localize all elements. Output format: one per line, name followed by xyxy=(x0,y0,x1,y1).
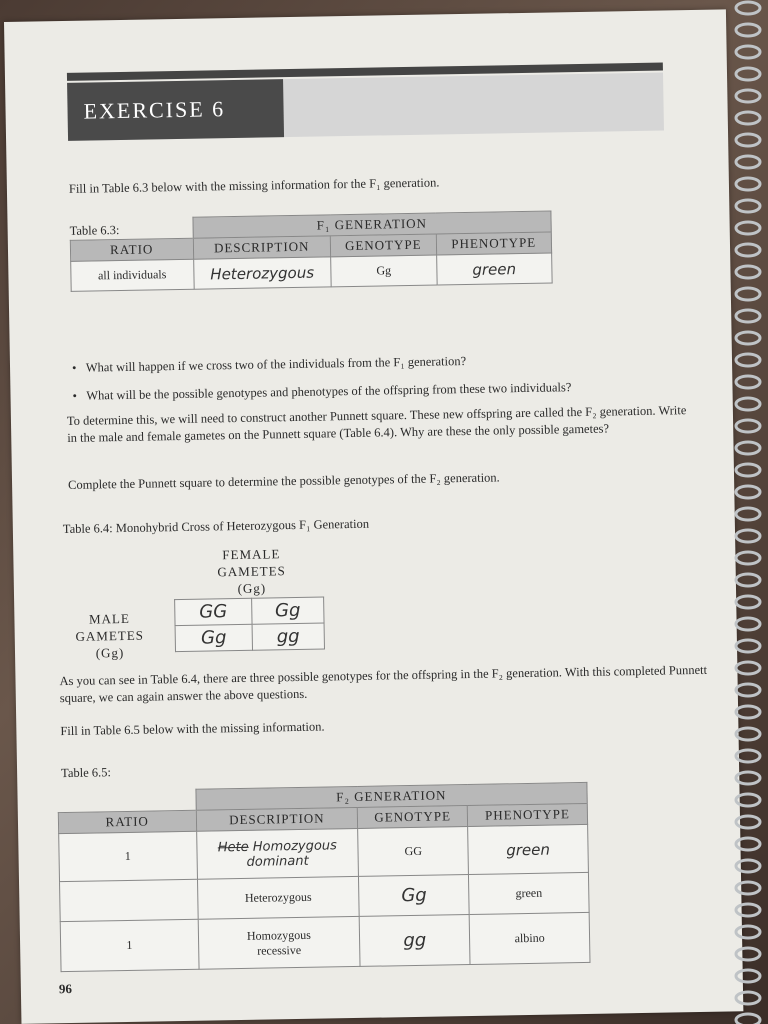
table65-genotype: Gg xyxy=(359,875,469,917)
coil-loop xyxy=(736,68,760,80)
coil-loop xyxy=(736,376,760,388)
coil-loop xyxy=(736,926,760,938)
table65-phenotype: green xyxy=(468,824,589,874)
coil-loop xyxy=(736,684,760,696)
coil-loop xyxy=(736,838,760,850)
paragraph-3: As you can see in Table 6.4, there are three possible genotypes for the offspring in the F₂ generation. With this completed Punnett square, we can again answer the above questions. xyxy=(59,662,708,706)
punnett-cell: Gg xyxy=(175,624,252,651)
table63-header-phenotype: PHENOTYPE xyxy=(436,232,552,255)
description-word: Homozygous xyxy=(252,837,338,855)
female-gametes-title: FEMALE GAMETES xyxy=(217,546,286,580)
table-row xyxy=(60,912,590,971)
table63-group-header: F₁ GENERATION xyxy=(192,211,551,238)
coil-loop xyxy=(736,508,760,520)
coil-loop xyxy=(736,574,760,586)
coil-loop xyxy=(736,552,760,564)
coil-loop xyxy=(736,90,760,102)
table63-description: Heterozygous xyxy=(193,257,331,289)
description-word-2: recessive xyxy=(257,942,302,958)
coil-loop xyxy=(736,750,760,762)
table65-caption: Table 6.5: xyxy=(60,765,112,781)
spiral-coils xyxy=(736,2,760,1024)
punnett-square xyxy=(174,597,325,653)
table65-description xyxy=(196,828,359,879)
table63-header-ratio: RATIO xyxy=(70,238,193,261)
coil-loop xyxy=(736,46,760,58)
coil-loop xyxy=(736,992,760,1004)
paragraph-2: Complete the Punnett square to determine the possible genotypes of the F₂ generation. xyxy=(67,470,500,492)
punnett-cell: GG xyxy=(175,598,252,625)
bullet-2: • What will be the possible genotypes and phenotypes of the offspring from these two individuals? xyxy=(72,380,572,403)
coil-loop xyxy=(736,420,760,432)
coil-loop xyxy=(736,706,760,718)
coil-loop xyxy=(736,332,760,344)
coil-loop xyxy=(736,640,760,652)
table63-header-genotype: GENOTYPE xyxy=(330,234,436,257)
description-word: Homozygous xyxy=(246,927,312,943)
table65-header-ratio: RATIO xyxy=(58,810,196,833)
bullet-1: • What will happen if we cross two of the individuals from the F₁ generation? xyxy=(71,353,467,375)
coil-loop xyxy=(736,1014,760,1024)
table64-caption: Table 6.4: Monohybrid Cross of Heterozygous F₁ Generation xyxy=(62,516,370,537)
coil-loop xyxy=(736,860,760,872)
page-number: 96 xyxy=(58,980,73,997)
coil-loop xyxy=(736,398,760,410)
male-gametes-label xyxy=(64,609,155,662)
description-word: Heterozygous xyxy=(244,889,312,905)
table65-ratio: 1 xyxy=(59,831,197,881)
coil-loop xyxy=(736,112,760,124)
coil-loop xyxy=(736,882,760,894)
punnett-cell: Gg xyxy=(251,597,324,624)
table-6-3 xyxy=(69,210,552,291)
coil-loop xyxy=(736,486,760,498)
coil-loop xyxy=(736,310,760,322)
coil-loop xyxy=(736,266,760,278)
coil-loop xyxy=(736,178,760,190)
table-6-5 xyxy=(57,782,590,972)
table65-header-phenotype: PHENOTYPE xyxy=(467,803,587,826)
coil-loop xyxy=(736,772,760,784)
coil-loop xyxy=(736,948,760,960)
coil-loop xyxy=(736,200,760,212)
table65-header-description: DESCRIPTION xyxy=(196,807,358,831)
table65-header-genotype: GENOTYPE xyxy=(358,806,468,829)
table63-phenotype: green xyxy=(436,253,552,285)
table65-phenotype: albino xyxy=(469,912,590,964)
male-gametes-genotype: (Gg) xyxy=(95,644,125,661)
table65-genotype: gg xyxy=(360,915,471,967)
coil-loop xyxy=(736,134,760,146)
coil-loop xyxy=(736,970,760,982)
coil-loop xyxy=(736,816,760,828)
table65-ratio: 1 xyxy=(60,919,198,971)
bullet-1-text: What will happen if we cross two of the individuals from the F₁ generation? xyxy=(85,353,467,375)
coil-loop xyxy=(736,288,760,300)
coil-loop xyxy=(736,794,760,806)
male-gametes-title: MALE GAMETES xyxy=(75,610,145,644)
female-gametes-genotype: (Gg) xyxy=(237,580,267,597)
coil-loop xyxy=(736,464,760,476)
struck-word: Hete xyxy=(217,839,249,855)
coil-loop xyxy=(736,244,760,256)
table63-caption: Table 6.3: xyxy=(69,223,120,238)
paragraph-4: Fill in Table 6.5 below with the missing information. xyxy=(60,719,325,739)
description-word-2: dominant xyxy=(246,853,309,870)
table63-genotype: Gg xyxy=(331,255,437,287)
table63-header-description: DESCRIPTION xyxy=(193,236,331,259)
coil-loop xyxy=(736,156,760,168)
coil-loop xyxy=(736,222,760,234)
coil-loop xyxy=(736,442,760,454)
coil-loop xyxy=(736,24,760,36)
coil-loop xyxy=(736,596,760,608)
paragraph-1: To determine this, we will need to construct another Punnett square. These new offspring are called the F₂ generation. Write in the male and female gametes on the Punnett square (Table 6.4). Why are these the only possible gametes? xyxy=(66,403,687,445)
workbook-page xyxy=(4,9,743,1023)
coil-loop xyxy=(736,2,760,14)
coil-loop xyxy=(736,354,760,366)
table65-description xyxy=(197,876,360,919)
table65-description xyxy=(198,916,361,969)
coil-loop xyxy=(736,662,760,674)
table65-ratio xyxy=(60,879,198,921)
table65-genotype: GG xyxy=(358,827,469,877)
punnett-cell: gg xyxy=(252,623,325,650)
female-gametes-label xyxy=(191,545,312,598)
table65-group-header: F₂ GENERATION xyxy=(195,782,587,810)
coil-loop xyxy=(736,728,760,740)
coil-loop xyxy=(736,530,760,542)
coil-loop xyxy=(736,618,760,630)
table63-ratio: all individuals xyxy=(71,259,194,291)
spiral-binding xyxy=(722,0,768,1024)
intro-text: Fill in Table 6.3 below with the missing information for the F₁ generation. xyxy=(68,175,440,196)
table65-phenotype: green xyxy=(469,872,590,914)
bullet-2-text: What will be the possible genotypes and phenotypes of the offspring from these two individuals? xyxy=(86,380,572,403)
exercise-title: EXERCISE 6 xyxy=(83,96,226,124)
coil-loop xyxy=(736,904,760,916)
